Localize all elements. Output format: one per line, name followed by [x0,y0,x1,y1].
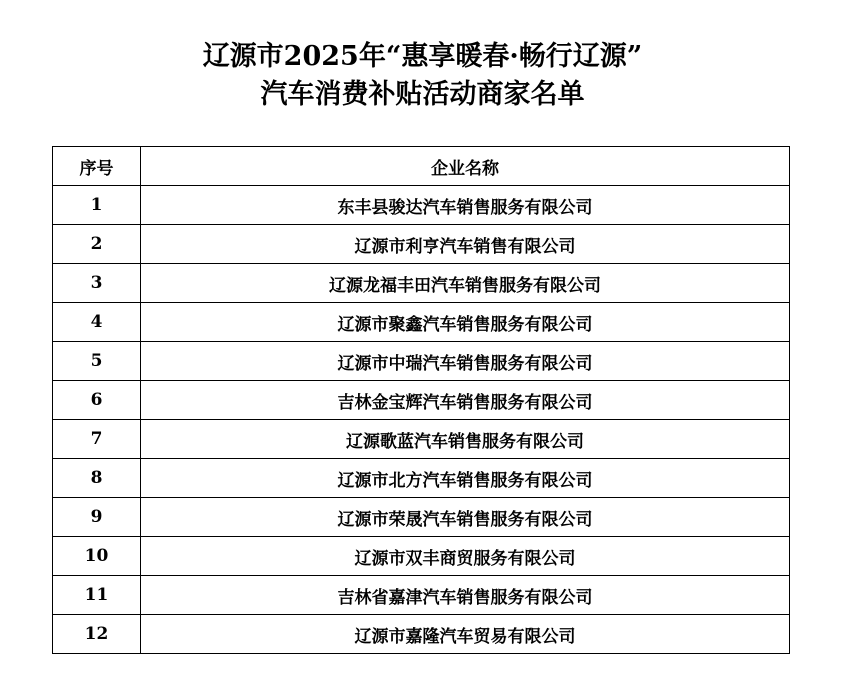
row-seq: 6 [53,381,141,420]
table-row [53,576,790,615]
row-company-name: 辽源市双丰商贸服务有限公司 [141,537,790,576]
row-seq: 10 [53,537,141,576]
row-company-name: 辽源市聚鑫汽车销售服务有限公司 [141,303,790,342]
header-seq: 序号 [53,147,141,186]
table-row [53,615,790,654]
row-company-name: 吉林金宝辉汽车销售服务有限公司 [141,381,790,420]
row-company-name: 辽源龙福丰田汽车销售服务有限公司 [141,264,790,303]
row-seq: 1 [53,186,141,225]
table-row [53,420,790,459]
table-row [53,342,790,381]
row-company-name: 辽源歌蓝汽车销售服务有限公司 [141,420,790,459]
row-company-name: 辽源市嘉隆汽车贸易有限公司 [141,615,790,654]
row-seq: 8 [53,459,141,498]
row-seq: 5 [53,342,141,381]
table-header-row [53,147,790,186]
header-company-name: 企业名称 [141,147,790,186]
row-company-name: 吉林省嘉津汽车销售服务有限公司 [141,576,790,615]
table-row [53,498,790,537]
title-line-2: 汽车消费补贴活动商家名单 [260,79,585,110]
table-row [53,225,790,264]
document-title [0,38,845,114]
row-company-name: 辽源市中瑞汽车销售服务有限公司 [141,342,790,381]
row-company-name: 辽源市荣晟汽车销售服务有限公司 [141,498,790,537]
row-company-name: 辽源市利亨汽车销售有限公司 [141,225,790,264]
table-row [53,303,790,342]
row-seq: 9 [53,498,141,537]
row-seq: 4 [53,303,141,342]
row-seq: 12 [53,615,141,654]
table-row [53,186,790,225]
table-row [53,537,790,576]
title-line-1: 辽源市2025年“惠享暖春·畅行辽源” [202,41,643,72]
row-seq: 3 [53,264,141,303]
row-seq: 2 [53,225,141,264]
row-seq: 11 [53,576,141,615]
row-seq: 7 [53,420,141,459]
row-company-name: 东丰县骏达汽车销售服务有限公司 [141,186,790,225]
merchant-list-table [52,146,790,654]
table-row [53,381,790,420]
row-company-name: 辽源市北方汽车销售服务有限公司 [141,459,790,498]
table-row [53,459,790,498]
table-row [53,264,790,303]
